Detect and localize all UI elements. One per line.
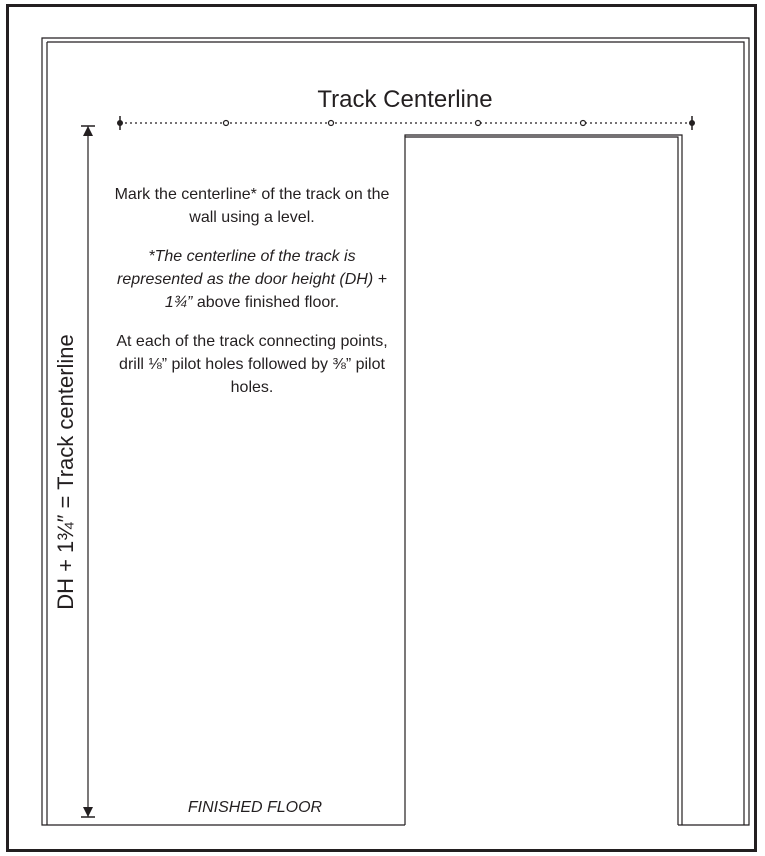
dimension-label: DH + 1¾″ = Track centerline (53, 334, 78, 610)
track-centerline (118, 116, 695, 130)
connecting-point (224, 121, 229, 126)
wall-inner-top (47, 42, 744, 825)
diagram-title: Track Centerline (317, 86, 493, 113)
instruction-note-italic: *The centerline of the track is represented as the door height (DH) + 1¾” (117, 248, 387, 311)
connecting-point (329, 121, 334, 126)
finished-floor-label: FINISHED FLOOR (187, 799, 323, 816)
connecting-point (690, 121, 695, 126)
connecting-point (476, 121, 481, 126)
connecting-point (581, 121, 586, 126)
connecting-point (118, 121, 123, 126)
instruction-step-1: Mark the centerline* of the track on the wall using a level. (114, 186, 390, 226)
height-dimension (81, 126, 95, 817)
instruction-note (110, 245, 394, 314)
door-inner-edge (405, 135, 682, 825)
door-panel (405, 137, 678, 825)
instructions-block (110, 183, 394, 415)
wall-outline-left (42, 38, 749, 825)
arrow-down-icon (83, 807, 93, 817)
arrow-up-icon (83, 126, 93, 136)
instruction-note-tail: above finished floor. (196, 294, 340, 311)
instruction-step-2: At each of the track connecting points, drill ⅛” pilot holes followed by ⅜” pilot holes. (116, 333, 388, 396)
